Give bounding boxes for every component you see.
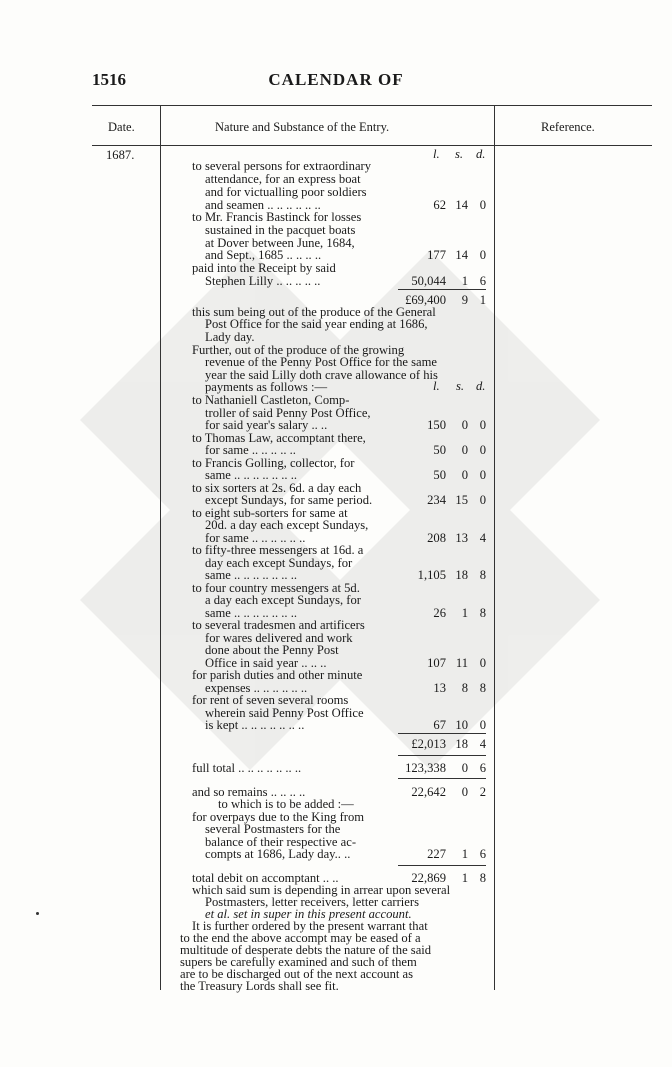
amount-pence: 4	[479, 531, 486, 545]
entry-line: attendance, for an express boat	[205, 172, 361, 186]
entry-line: and Sept., 1685 .. .. .. ..	[205, 248, 322, 262]
amount-pounds: £2,013	[411, 737, 446, 751]
amount-pence: 8	[479, 568, 486, 582]
entry-line: several Postmasters for the	[205, 822, 341, 836]
amount-pence: 0	[479, 418, 486, 432]
entry-line: for rent of seven several rooms	[192, 693, 349, 707]
unit-l-heading: l.	[433, 147, 440, 161]
entry-line: and for victualling poor soldiers	[205, 185, 367, 199]
amount-shillings: 15	[455, 493, 468, 507]
entry-line: same .. .. .. .. .. .. ..	[205, 568, 297, 582]
amount-pounds: 13	[433, 681, 446, 695]
amount-shillings: 0	[461, 468, 468, 482]
entry-line: Office in said year .. .. ..	[205, 656, 327, 670]
stray-mark	[36, 912, 39, 915]
entry-line: for said year's salary .. ..	[205, 418, 328, 432]
entry-line: to Francis Golling, collector, for	[192, 456, 355, 470]
table-top-rule	[92, 105, 652, 106]
amount-pence: 8	[479, 871, 486, 885]
amount-shillings: 8	[461, 681, 468, 695]
entry-line: troller of said Penny Post Office,	[205, 406, 371, 420]
amount-pounds: 208	[427, 531, 446, 545]
amount-pence: 2	[479, 785, 486, 799]
entry-line: for overpays due to the King from	[192, 810, 365, 824]
subtotal-rule	[398, 778, 486, 779]
entry-line: for parish duties and other minute	[192, 668, 363, 682]
amount-pence: 0	[479, 493, 486, 507]
amount-pounds: 67	[433, 718, 446, 732]
entry-line: expenses .. .. .. .. .. ..	[205, 681, 308, 695]
amount-shillings: 0	[461, 418, 468, 432]
amount-pence: 0	[479, 248, 486, 262]
entry-line: Stephen Lilly .. .. .. .. ..	[205, 274, 321, 288]
amount-pounds: 177	[427, 248, 446, 262]
amount-pence: 0	[479, 656, 486, 670]
entry-line: Further, out of the produce of the growing	[192, 343, 405, 357]
entry-line: to fifty-three messengers at 16d. a	[192, 543, 364, 557]
nature-column-header: Nature and Substance of the Entry.	[215, 120, 390, 134]
entry-line: Post Office for the said year ending at 1686,	[205, 317, 428, 331]
entry-line: Lady day.	[205, 330, 255, 344]
entry-line: total debit on accomptant .. ..	[192, 871, 339, 885]
amount-shillings: 1	[461, 871, 468, 885]
entry-line: It is further ordered by the present warrant that	[192, 919, 428, 933]
entry-line: same .. .. .. .. .. .. ..	[205, 468, 297, 482]
unit-s-heading: s.	[456, 379, 465, 393]
unit-d-heading: d.	[476, 147, 486, 161]
amount-pounds: 22,869	[411, 871, 446, 885]
entry-line: at Dover between June, 1684,	[205, 236, 355, 250]
subtotal-rule	[398, 865, 486, 866]
entry-line: and seamen .. .. .. .. .. ..	[205, 198, 321, 212]
entry-line: sustained in the pacquet boats	[205, 223, 356, 237]
amount-pence: 6	[479, 274, 486, 288]
entry-line: done about the Penny Post	[205, 643, 339, 657]
amount-pounds: 123,338	[405, 761, 446, 775]
entry-line: is kept .. .. .. .. .. .. ..	[205, 718, 305, 732]
amount-pence: 0	[479, 443, 486, 457]
entry-line: 20d. a day each except Sundays,	[205, 518, 369, 532]
amount-shillings: 0	[461, 443, 468, 457]
entry-line: and so remains .. .. .. ..	[192, 785, 306, 799]
reference-column-rule	[494, 105, 495, 990]
amount-pounds: 50	[433, 468, 446, 482]
entry-line: for same .. .. .. .. ..	[205, 443, 296, 457]
entry-line: wherein said Penny Post Office	[205, 706, 364, 720]
entry-line: to six sorters at 2s. 6d. a day each	[192, 481, 362, 495]
entry-line: to Mr. Francis Bastinck for losses	[192, 210, 362, 224]
date-column-header: Date.	[108, 120, 135, 134]
date-column-rule	[160, 105, 161, 990]
amount-pence: 1	[479, 293, 486, 307]
entry-line: to four country messengers at 5d.	[192, 581, 360, 595]
entry-line: to eight sub-sorters for same at	[192, 506, 348, 520]
subtotal-rule	[398, 733, 486, 734]
amount-pounds: 1,105	[417, 568, 446, 582]
entry-line: same .. .. .. .. .. .. ..	[205, 606, 297, 620]
amount-shillings: 18	[455, 568, 468, 582]
amount-shillings: 0	[461, 785, 468, 799]
amount-pence: 8	[479, 681, 486, 695]
unit-d-heading: d.	[476, 379, 486, 393]
amount-pounds: 107	[427, 656, 446, 670]
entry-line: et al. set in super in this present account.	[205, 907, 412, 921]
amount-pounds: 227	[427, 847, 446, 861]
entry-line: to the end the above accompt may be eased of a	[180, 931, 421, 945]
amount-shillings: 13	[455, 531, 468, 545]
entry-line: for same .. .. .. .. .. ..	[205, 531, 306, 545]
entry-line: payments as follows :—	[205, 380, 328, 394]
entry-line: compts at 1686, Lady day.. ..	[205, 847, 351, 861]
table-header-rule	[92, 145, 652, 146]
amount-pounds: 50	[433, 443, 446, 457]
unit-l-heading: l.	[433, 379, 440, 393]
entry-line: this sum being out of the produce of the General	[192, 305, 436, 319]
entry-line: paid into the Receipt by said	[192, 261, 336, 275]
amount-shillings: 0	[461, 761, 468, 775]
entry-line: multitude of desperate debts the nature of the said	[180, 943, 432, 957]
page-number: 1516	[92, 70, 126, 89]
unit-s-heading: s.	[455, 147, 464, 161]
entry-line: for wares delivered and work	[205, 631, 353, 645]
amount-pence: 0	[479, 468, 486, 482]
amount-shillings: 18	[455, 737, 468, 751]
amount-pounds: 62	[433, 198, 446, 212]
amount-pounds: 26	[433, 606, 446, 620]
amount-shillings: 14	[455, 198, 468, 212]
amount-shillings: 9	[461, 293, 468, 307]
amount-shillings: 10	[455, 718, 468, 732]
reference-column-header: Reference.	[541, 120, 595, 134]
amount-shillings: 1	[461, 847, 468, 861]
entry-line: a day each except Sundays, for	[205, 593, 361, 607]
amount-pounds: 22,642	[411, 785, 446, 799]
amount-pence: 0	[479, 718, 486, 732]
amount-pounds: £69,400	[405, 293, 446, 307]
subtotal-rule	[398, 289, 486, 290]
amount-shillings: 1	[461, 274, 468, 288]
page-title: CALENDAR OF	[268, 70, 404, 89]
amount-pence: 0	[479, 198, 486, 212]
entry-date: 1687.	[106, 148, 135, 162]
entry-line: balance of their respective ac-	[205, 835, 357, 849]
entry-line: year the said Lilly doth crave allowance of his	[205, 368, 438, 382]
entry-line: to several persons for extraordinary	[192, 159, 372, 173]
amount-pounds: 234	[427, 493, 446, 507]
entry-line: full total .. .. .. .. .. .. ..	[192, 761, 302, 775]
amount-shillings: 1	[461, 606, 468, 620]
amount-pounds: 50,044	[411, 274, 446, 288]
entry-line: supers be carefully examined and such of them	[180, 955, 417, 969]
amount-shillings: 11	[455, 656, 468, 670]
amount-pounds: 150	[427, 418, 446, 432]
amount-pence: 6	[479, 847, 486, 861]
amount-pence: 8	[479, 606, 486, 620]
entry-line: to which is to be added :—	[218, 797, 354, 811]
entry-line: to Nathaniell Castleton, Comp-	[192, 393, 350, 407]
entry-line: which said sum is depending in arrear upon several	[192, 883, 451, 897]
amount-shillings: 14	[455, 248, 468, 262]
entry-line: the Treasury Lords shall see fit.	[180, 979, 339, 993]
entry-line: to Thomas Law, accomptant there,	[192, 431, 366, 445]
entry-line: except Sundays, for same period.	[205, 493, 373, 507]
amount-pence: 4	[479, 737, 486, 751]
entry-line: to several tradesmen and artificers	[192, 618, 365, 632]
entry-line: Postmasters, letter receivers, letter carriers	[205, 895, 419, 909]
subtotal-rule	[398, 755, 486, 756]
entry-line: are to be discharged out of the next account as	[180, 967, 414, 981]
amount-pence: 6	[479, 761, 486, 775]
entry-line: revenue of the Penny Post Office for the same	[205, 355, 437, 369]
entry-line: day each except Sundays, for	[205, 556, 353, 570]
